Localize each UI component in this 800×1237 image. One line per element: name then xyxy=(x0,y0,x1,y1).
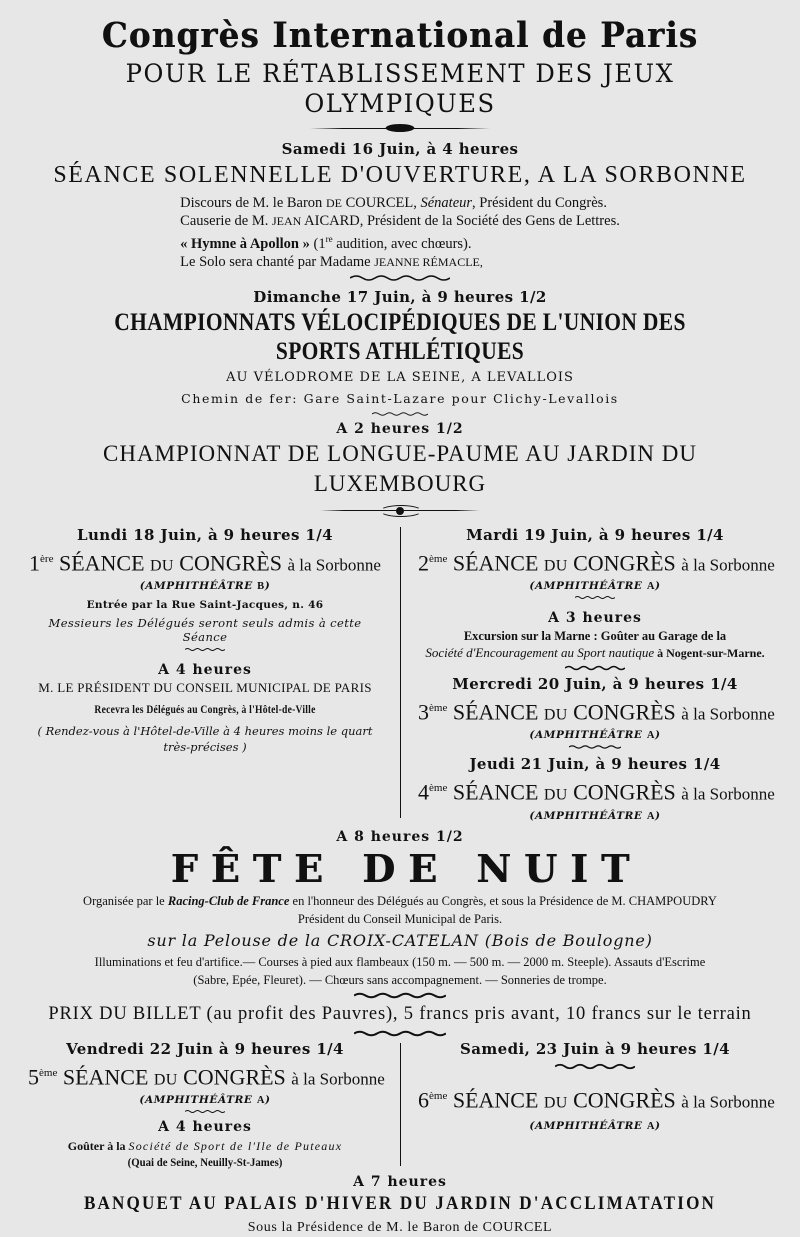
mercredi-amphitheatre: (AMPHITHÉÂTRE A) xyxy=(529,729,661,742)
samedi-amphitheatre: (AMPHITHÉÂTRE A) xyxy=(529,1120,661,1133)
opening-program-list xyxy=(180,194,620,271)
jeudi-amphitheatre: (AMPHITHÉÂTRE A) xyxy=(529,809,661,822)
wave-divider-4 xyxy=(418,595,772,602)
samedi-date: Samedi, 23 Juin à 9 heures 1/4 xyxy=(460,1039,730,1058)
lundi-rdv-line2: très-précises ) xyxy=(163,740,247,755)
lundi-amphitheatre: (AMPHITHÉÂTRE B) xyxy=(139,580,271,593)
mardi-societe: Société d'Encouragement au Sport nautique à Nogent-sur-Marne. xyxy=(425,645,765,661)
program-item-solo: Le Solo sera chanté par Madame JEANNE RÉMACLE, xyxy=(180,253,483,270)
mardi-date: Mardi 19 Juin, à 9 heures 1/4 xyxy=(466,525,724,544)
vendredi-seance: 5ème SÉANCE DU CONGRÈS à la Sorbonne xyxy=(28,1064,385,1090)
banquet-heading: BANQUET AU PALAIS D'HIVER DU JARDIN D'ACCLIMATATION xyxy=(83,1193,717,1215)
schedule-columns-top xyxy=(18,523,782,822)
schedule-columns-bottom xyxy=(18,1039,782,1170)
paume-time: A 2 heures 1/2 xyxy=(336,420,464,437)
wave-divider-5 xyxy=(418,664,772,671)
paume-heading: CHAMPIONNAT DE LONGUE-PAUME AU JARDIN DU LUXEMBOURG xyxy=(103,440,697,496)
fete-organisation-line1: Organisée par le Racing-Club de France en l'honneur des Délégués au Congrès, et sous la Présidence de M. CHAMPOUDRY xyxy=(83,893,717,908)
program-item-discours: Discours de M. le Baron DE COURCEL, Sénateur, Président du Congrès. xyxy=(180,195,607,211)
program-item-causerie: Causerie de M. JEAN AICARD, Président de la Société des Gens de Lettres. xyxy=(180,213,620,229)
lundi-entree: Entrée par la Rue Saint-Jacques, n. 46 xyxy=(86,599,324,612)
jeudi-seance: 4ème SÉANCE DU CONGRÈS à la Sorbonne xyxy=(418,779,775,805)
mardi-hours2: A 3 heures xyxy=(548,610,642,627)
fete-location: sur la Pelouse de la CROIX-CATELAN (Bois de Boulogne) xyxy=(147,930,653,950)
mercredi-date: Mercredi 20 Juin, à 9 heures 1/4 xyxy=(452,675,738,694)
banquet-time: A 7 heures xyxy=(353,1174,447,1191)
cycling-heading: CHAMPIONNATS VÉLOCIPÉDIQUES DE L'UNION DES SPORTS ATHLÉTIQUES xyxy=(114,308,686,365)
lundi-hours2: A 4 heures xyxy=(158,662,252,679)
samedi-seance: 6ème SÉANCE DU CONGRÈS à la Sorbonne xyxy=(418,1087,775,1113)
opening-date: Samedi 16 Juin, à 4 heures xyxy=(281,140,519,158)
page-subtitle: POUR LE RÉTABLISSEMENT DES JEUX OLYMPIQUES xyxy=(125,59,675,118)
column-right-top xyxy=(400,523,782,822)
wave-divider-1 xyxy=(18,274,782,281)
mardi-excursion: Excursion sur la Marne : Goûter au Garage de la xyxy=(463,629,727,644)
column-right-bottom xyxy=(400,1039,782,1170)
lundi-seance: 1ère SÉANCE DU CONGRÈS à la Sorbonne xyxy=(29,550,381,576)
column-left-bottom xyxy=(18,1039,400,1170)
ornament-divider-1 xyxy=(310,123,490,133)
lundi-date: Lundi 18 Juin, à 9 heures 1/4 xyxy=(77,525,333,544)
wave-divider-7 xyxy=(18,991,782,998)
fete-time: A 8 heures 1/2 xyxy=(336,828,464,845)
fete-program-line2: (Sabre, Epée, Fleuret). — Chœurs sans accompagnement. — Sonneries de trompe. xyxy=(193,972,607,987)
ornament-divider-2 xyxy=(320,503,480,517)
wave-divider-8 xyxy=(18,1029,782,1036)
opening-heading: SÉANCE SOLENNELLE D'OUVERTURE, A LA SORBONNE xyxy=(53,162,747,188)
vendredi-hours2: A 4 heures xyxy=(158,1119,252,1136)
ticket-price: PRIX DU BILLET (au profit des Pauvres), 5 francs pris avant, 10 francs sur le terrain xyxy=(48,1003,752,1024)
column-left-top xyxy=(18,523,400,822)
vendredi-date: Vendredi 22 Juin à 9 heures 1/4 xyxy=(66,1039,344,1058)
column-rule-top xyxy=(400,527,401,818)
fete-organisation-line2: Président du Conseil Municipal de Paris. xyxy=(297,911,503,926)
cycling-date: Dimanche 17 Juin, à 9 heures 1/2 xyxy=(253,287,547,306)
banquet-presidency: Sous la Présidence de M. le Baron de COURCEL xyxy=(247,1220,553,1236)
column-rule-bottom xyxy=(400,1043,401,1166)
wave-divider-9 xyxy=(28,1109,382,1116)
lundi-message: Messieurs les Délégués seront seuls admis à cette Séance xyxy=(48,616,362,645)
vendredi-quai: (Quai de Seine, Neuilly-St-James) xyxy=(127,1155,283,1170)
wave-divider-3 xyxy=(28,647,382,654)
mardi-seance: 2ème SÉANCE DU CONGRÈS à la Sorbonne xyxy=(418,550,775,576)
jeudi-date: Jeudi 21 Juin, à 9 heures 1/4 xyxy=(469,755,721,774)
wave-divider-2 xyxy=(18,411,782,418)
lundi-recevra: Recevra les Délégués au Congrès, à l'Hôtel-de-Ville xyxy=(94,702,316,717)
vendredi-amphitheatre: (AMPHITHÉÂTRE A) xyxy=(139,1094,271,1107)
page-title: Congrès International de Paris xyxy=(101,15,699,56)
ornament-knot xyxy=(374,503,426,517)
lundi-rdv-line1: ( Rendez-vous à l'Hôtel-de-Ville à 4 heures moins le quart xyxy=(37,724,373,739)
mardi-amphitheatre: (AMPHITHÉÂTRE A) xyxy=(529,580,661,593)
vendredi-gouter: Goûter à la Société de Sport de l'Ile de Puteaux xyxy=(67,1139,343,1154)
program-item-hymne: « Hymne à Apollon » (1re audition, avec chœurs). xyxy=(180,234,472,252)
mercredi-seance: 3ème SÉANCE DU CONGRÈS à la Sorbonne xyxy=(418,699,775,725)
fete-program-line1: Illuminations et feu d'artifice.— Courses à pied aux flambeaux (150 m. — 500 m. — 2000 m. Steeple). Assauts d'Escrime xyxy=(94,954,706,969)
wave-divider-10 xyxy=(418,1062,772,1069)
wave-divider-6 xyxy=(418,744,772,751)
cycling-venue: AU VÉLODROME DE LA SEINE, A LEVALLOIS xyxy=(226,369,574,385)
fete-title: FÊTE DE NUIT xyxy=(170,845,643,891)
cycling-transport: Chemin de fer: Gare Saint-Lazare pour Clichy-Levallois xyxy=(181,390,619,406)
lundi-president: M. LE PRÉSIDENT DU CONSEIL MUNICIPAL DE PARIS xyxy=(38,680,372,696)
